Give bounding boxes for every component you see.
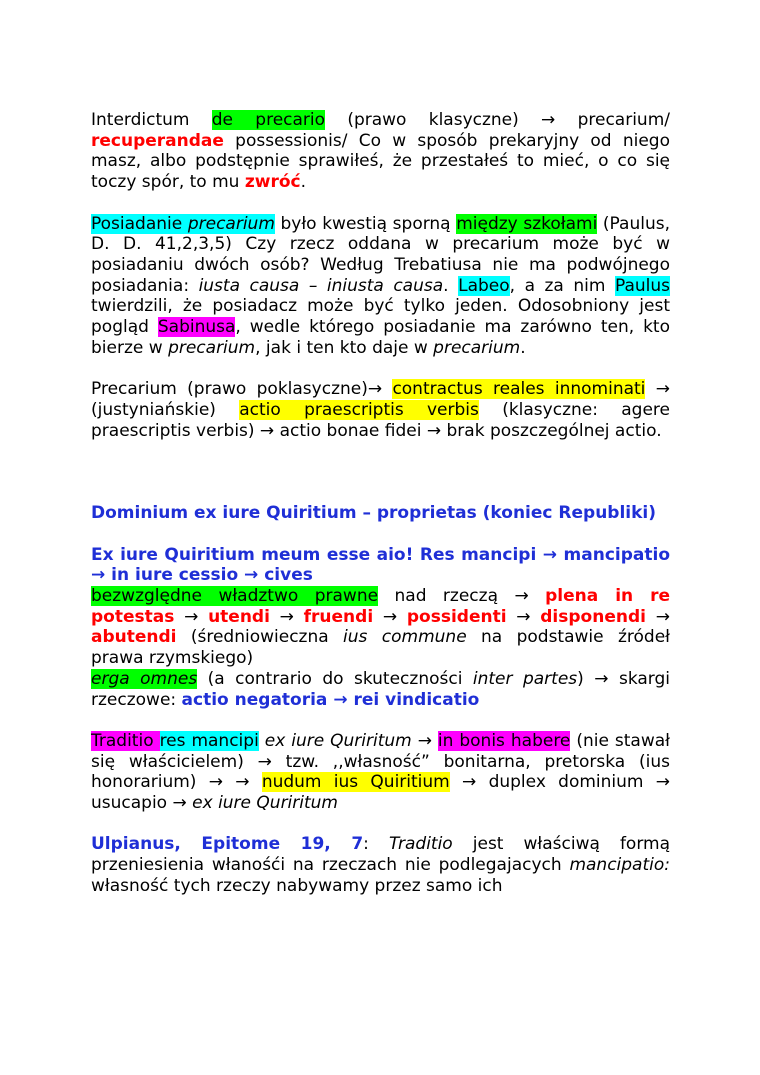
red-term-utendi: utendi (208, 606, 270, 627)
highlight-sabinusa: Sabinusa (157, 317, 236, 338)
highlight-miedzy-szkolami: między szkołami (456, 213, 598, 234)
red-term-recuperandae: recuperandae (91, 130, 224, 151)
highlight-contractus: contractus reales innominati (392, 379, 646, 400)
text: (prawo klasyczne) → precarium/ (325, 110, 670, 130)
text: → (269, 606, 304, 627)
red-term-abutendi: abutendi (91, 627, 177, 648)
text: ) → skargi rzeczowe: (91, 668, 670, 710)
text: → (174, 606, 209, 627)
blue-term-actio-negatoria: actio negatoria → rei vindicatio (181, 689, 480, 710)
text: → duplex dominium → usucapio → (91, 772, 671, 814)
paragraph-erga-omnes (91, 669, 670, 710)
heading-dominium: Dominium ex iure Quiritium – proprietas (koniec Republiki) (91, 503, 657, 524)
italic-text: inter partes (472, 668, 578, 689)
highlight-paulus: Paulus (614, 275, 670, 296)
text: Interdictum (91, 110, 212, 130)
italic-text: ex iure Quriritum (192, 793, 338, 814)
text: było kwestią sporną (274, 213, 457, 234)
italic-text: Traditio (388, 834, 453, 855)
text: → (411, 730, 438, 751)
red-term-zwroc: zwróć (244, 172, 301, 193)
text: (Paulus, D. D. 41,2,3,5) Czy rzecz oddana w precarium może być w posiadaniu dwóch osób? Według Trebatiusa nie ma podwójnego posiadania: (91, 213, 670, 296)
spacer (91, 358, 670, 379)
paragraph-precarium-poklasyczne (91, 379, 670, 441)
text: , a za nim (509, 275, 615, 296)
text: . (520, 337, 526, 358)
text: twierdzili, że posiadacz może być tylko jeden. Odosobniony jest pogląd (91, 296, 670, 338)
paragraph-interdictum (91, 110, 670, 193)
italic-text: precarium (168, 337, 256, 358)
spacer (91, 441, 670, 503)
text: → (645, 606, 670, 627)
text: (nie stawał się właścicielem) → tzw. ,,własność” bonitarna, pretorska (ius honorarium) → → (91, 730, 670, 793)
text: → (373, 606, 407, 627)
text: własność tych rzeczy nabywamy przez samo ich (91, 875, 503, 896)
text: , jak i ten kto daje w (255, 337, 434, 358)
red-term-disponendi: disponendi (540, 606, 646, 627)
text: , wedle którego posiadanie ma zarówno ten, kto bierze w (91, 317, 670, 358)
italic-text: ex iure Quriritum (264, 730, 412, 751)
italic-text: precarium (433, 337, 521, 358)
highlight-posiadanie-precarium (91, 214, 275, 234)
spacer (91, 193, 670, 214)
highlight-wladztwo: bezwzględne władztwo prawne (91, 586, 379, 607)
paragraph-wladztwo (91, 586, 670, 669)
text: (a contrario do skuteczności (197, 668, 473, 689)
text: : (363, 834, 389, 855)
text: . (443, 275, 459, 296)
text: (klasyczne: agere praescriptis verbis) → actio bonae fidei → brak poszczególnej actio. (91, 399, 671, 441)
highlight-actio-praescriptis: actio praescriptis verbis (239, 399, 479, 420)
italic-text: iusta causa – iniusta causa (198, 275, 444, 296)
red-term-plena: plena in re potestas (91, 586, 671, 627)
italic-text: mancipatio: (569, 855, 670, 876)
spacer (91, 524, 670, 545)
blue-term-ulpianus: Ulpianus, Epitome 19, 7 (91, 834, 364, 855)
text: nad rzeczą → (378, 586, 546, 607)
text: Posiadanie (91, 213, 188, 234)
italic-text: precarium (187, 213, 275, 234)
red-term-possidenti: possidenti (406, 606, 507, 627)
text: Precarium (prawo poklasyczne)→ (91, 379, 393, 400)
highlight-res-mancipi: res mancipi (159, 730, 259, 751)
spacer (91, 814, 670, 835)
highlight-in-bonis-habere: in bonis habere (437, 730, 571, 751)
highlight-labeo: Labeo (458, 275, 510, 296)
document-page (91, 110, 670, 897)
paragraph-traditio (91, 731, 670, 814)
text: → (justyniańskie) (91, 379, 670, 420)
highlight-de-precario: de precario (211, 110, 326, 130)
red-term-fruendi: fruendi (303, 606, 374, 627)
text: na podstawie źródeł prawa rzymskiego) (91, 627, 670, 669)
highlight-nudum-ius: nudum ius Quiritium (261, 772, 450, 793)
text: → (506, 606, 541, 627)
highlight-erga-omnes: erga omnes (91, 668, 198, 689)
heading-ex-iure-quiritium: Ex iure Quiritium meum esse aio! Res mancipi → mancipatio → in iure cessio → cives (91, 544, 670, 586)
italic-text: ius commune (343, 627, 467, 648)
spacer (91, 710, 670, 731)
text: possessionis/ Co w sposób prekaryjny od niego masz, albo podstępnie sprawiłeś, że przestałeś to mieć, o co się toczy spór, to mu (91, 130, 670, 193)
highlight-traditio: Traditio (91, 730, 160, 751)
text: jest właściwą formą przeniesienia włanośći na rzeczach nie podlegajacych (91, 834, 670, 876)
paragraph-posiadanie (91, 214, 670, 359)
text: . (300, 172, 307, 193)
text: (średniowieczna (176, 627, 344, 648)
paragraph-ulpianus (91, 834, 670, 896)
